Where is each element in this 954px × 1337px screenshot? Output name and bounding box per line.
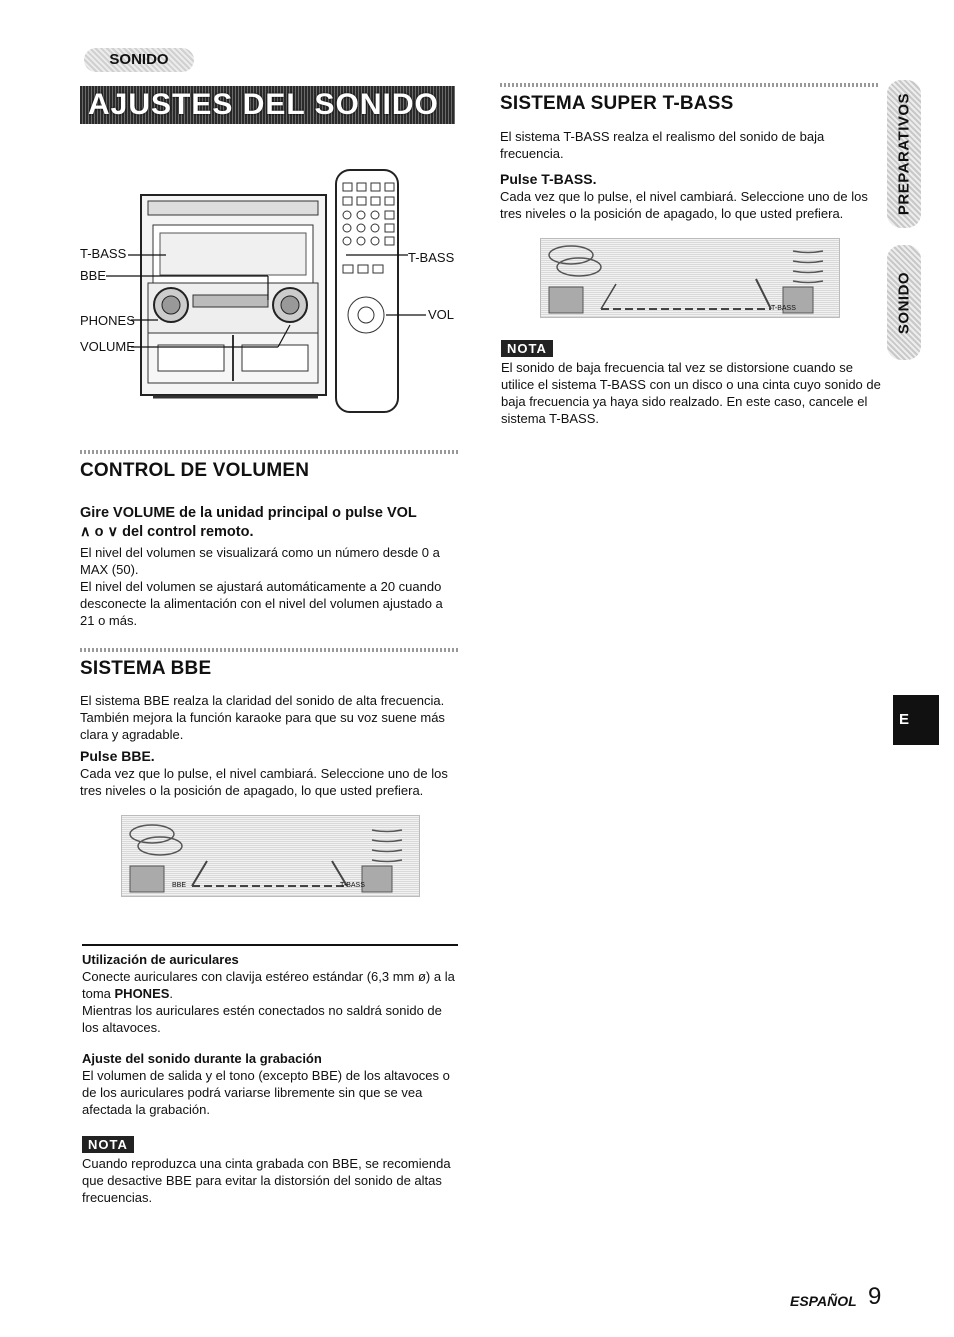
- display-graphic: [122, 816, 419, 896]
- tbass-display-illustration: [540, 238, 840, 318]
- nota-badge-left: NOTA: [82, 1136, 134, 1154]
- heading-sistema-tbass: SISTEMA SUPER T-BASS: [500, 93, 734, 114]
- tbass-subheading: Pulse T-BASS.: [500, 171, 597, 187]
- section-divider: [500, 83, 880, 87]
- page-title-band: [80, 86, 455, 124]
- heading-auriculares: Utilización de auriculares: [82, 952, 239, 967]
- label-t-bass-remote: T-BASS: [408, 250, 455, 265]
- section-grabacion: [82, 1050, 462, 1118]
- section-divider: [80, 648, 458, 652]
- grabacion-paragraph: El volumen de salida y el tono (excepto BBE) de los altavoces o de los auriculares podrá variarse libremente sin que se vea afectada la grabación.: [82, 1068, 450, 1117]
- auriculares-paragraph-2: Mientras los auriculares estén conectados no saldrá sonido de los altavoces.: [82, 1003, 442, 1035]
- heading-grabacion: Ajuste del sonido durante la grabación: [82, 1051, 322, 1066]
- section-divider: [80, 450, 458, 454]
- display-label-tbass: T-BASS: [340, 882, 365, 889]
- language-tab: E: [893, 695, 939, 745]
- instruction-volume-line2: ∧ o ∨ del control remoto.: [80, 524, 254, 540]
- tbass-paragraph-2: Cada vez que lo pulse, el nivel cambiará. Seleccione uno de los tres niveles o la posición de apagado, lo que usted prefiera.: [500, 189, 868, 221]
- label-phones: PHONES: [80, 313, 135, 328]
- bbe-display-illustration: [121, 815, 420, 897]
- instruction-volume-line1: Gire VOLUME de la unidad principal o pulse VOL: [80, 505, 417, 521]
- page-number: 9: [868, 1283, 882, 1310]
- unit-and-remote-figure: [78, 165, 463, 415]
- bbe-paragraph-2: Cada vez que lo pulse, el nivel cambiará. Seleccione uno de los tres niveles o la posición de apagado, lo que usted prefiera.: [80, 766, 448, 798]
- nota-left-text: Cuando reproduzca una cinta grabada con BBE, se recomienda que desactive BBE para evitar la distorsión del sonido de altas frecuencias.: [82, 1156, 451, 1205]
- side-tab-preparativos: PREPARATIVOS: [887, 80, 921, 228]
- page-title: AJUSTES DEL SONIDO: [88, 88, 439, 121]
- nota-right-text: El sonido de baja frecuencia tal vez se distorsione cuando se utilice el sistema T-BASS con un disco o una cinta cuyo sonido de baja frecuencia ya haya sido realzado. En este caso, cancele el sistema T-BASS.: [501, 360, 881, 426]
- section-sistema-bbe: [80, 658, 460, 799]
- rule: [82, 944, 458, 946]
- footer-language: ESPAÑOL: [790, 1293, 857, 1309]
- heading-control-volumen: CONTROL DE VOLUMEN: [80, 460, 310, 481]
- section-auriculares: [82, 951, 462, 1036]
- side-tab-sonido: SONIDO: [887, 245, 921, 360]
- heading-sistema-bbe: SISTEMA BBE: [80, 658, 212, 679]
- nota-badge-right: NOTA: [501, 340, 553, 358]
- tbass-paragraph-1: El sistema T-BASS realza el realismo del sonido de baja frecuencia.: [500, 129, 825, 161]
- label-volume: VOLUME: [80, 339, 135, 354]
- auriculares-paragraph-1: Conecte auriculares con clavija estéreo estándar (6,3 mm ø) a la toma PHONES.: [82, 969, 455, 1001]
- label-t-bass-unit: T-BASS: [80, 246, 127, 261]
- stereo-unit-illustration: [78, 165, 463, 415]
- bbe-subheading: Pulse BBE.: [80, 748, 155, 764]
- bbe-paragraph-1: El sistema BBE realza la claridad del sonido de alta frecuencia. También mejora la función karaoke para que su voz suene más clara y agradable.: [80, 693, 445, 742]
- volume-paragraph-1: El nivel del volumen se visualizará como un número desde 0 a MAX (50).: [80, 545, 440, 577]
- section-tag: SONIDO: [84, 48, 194, 72]
- section-control-volumen: [80, 460, 460, 629]
- display-label-bbe: BBE: [172, 882, 187, 889]
- display-label-tbass: T-BASS: [771, 305, 796, 312]
- label-bbe: BBE: [80, 268, 107, 283]
- label-vol: VOL: [428, 307, 455, 322]
- volume-paragraph-2: El nivel del volumen se ajustará automáticamente a 20 cuando desconecte la alimentación con el nivel del volumen ajustado a 21 o más.: [80, 579, 443, 628]
- section-sistema-tbass: [500, 93, 880, 222]
